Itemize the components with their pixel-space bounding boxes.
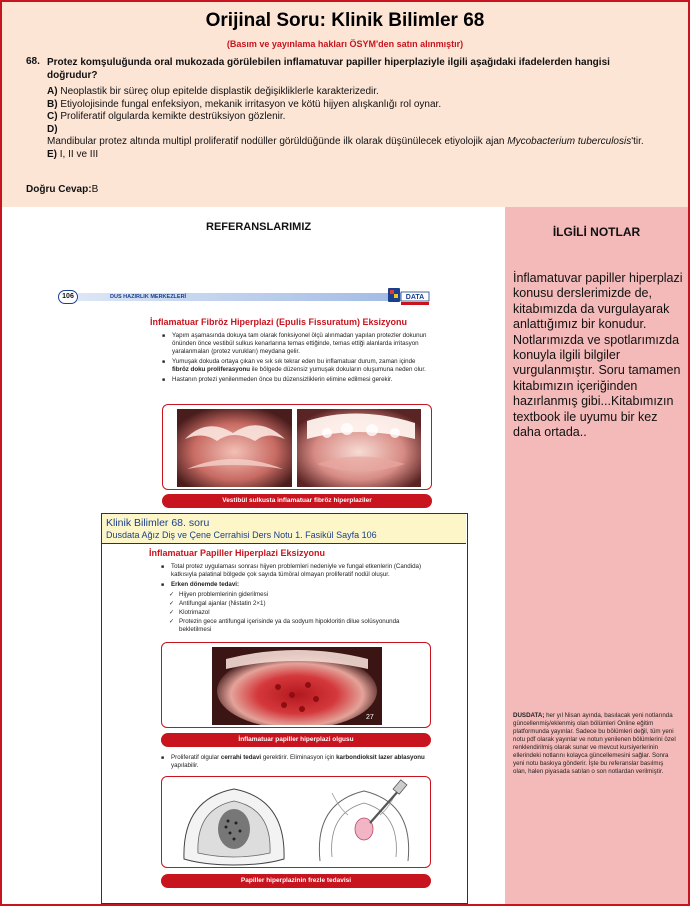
notes-footnote — [513, 712, 678, 776]
page-header-bar — [78, 293, 418, 301]
photo-frame-1 — [162, 404, 432, 490]
reference-header — [102, 514, 466, 544]
option-e-text: I, II ve III — [57, 148, 99, 160]
option-d-text: Mandibular protez altında multipl proliferatif nodüller görüldüğünde ilk olarak düşünülecek etiyolojik ajan — [47, 136, 508, 147]
option-d-suffix: 'tir. — [631, 136, 644, 147]
option-d-italic: Mycobacterium tuberculosis — [507, 136, 632, 147]
logo-text: DATA — [405, 294, 425, 302]
page-title: Orijinal Soru: Klinik Bilimler 68 — [205, 10, 485, 31]
bullet-list-2 — [161, 563, 433, 635]
page-header — [58, 290, 430, 304]
bullet-text: Yumuşak dokuda ortaya çıkan ve sık sık tekrar eden bu inflamatuar durum, zaman içinde — [172, 358, 416, 365]
bullet-bold: Erken dönemde tedavi: — [171, 581, 240, 588]
reference-header-source: Dusdata Ağız Diş ve Çene Cerrahisi Ders Notu 1. Fasikül Sayfa 106 — [106, 530, 377, 540]
reference-page-1 — [58, 286, 438, 518]
page-number: 106 — [58, 290, 78, 304]
option-b — [47, 99, 647, 112]
caption-freze: Papiller hiperplazinin frezle tedavisi — [161, 874, 431, 888]
vestibule-photo-icon — [167, 409, 429, 487]
copyright-note: (Basım ve yayınlama hakları ÖSYM'den satın alınmıştır) — [226, 39, 464, 49]
question-number: 68. — [26, 56, 40, 67]
bullet-text: Proliferatif olgular — [171, 754, 221, 761]
answer-label: Doğru Cevap: — [26, 184, 92, 195]
notes-body: İnflamatuvar papiller hiperplazi konusu derslerimizde de, kitabımızda da vurgulayarak anlattığımız bir konudur. Notlarımızda ve spotlarımızda konuyla ilgili bilgiler vurgulanmıştır. Soru tamamen kitabımızın içeriğinden hazırlanmış gibi...Kitabımızın textbook ile uyumu bir kez daha ortada.. — [513, 271, 683, 440]
answer-options — [47, 86, 647, 161]
bullet-item: ■ Yapım aşamasında dokuya tam olarak fonksiyonel ölçü alınmadan yapılan protezler dokunun önünden önce vestibül sulkus kenarlarına temas ettiğinde, temas ettiği alanlarda irritasyon yaralanmaları (protez vurukları) meydana gelir. — [162, 332, 434, 356]
footnote-text: her yıl Nisan ayında, basılacak yeni notlarında güncellenmiş/eklenmiş olan bölümleri Online eğitim platformunda yayınlar. Sadece bu bölümleri değil, tüm yeni notu pdf olarak yayınlar ve notun yenilenen bölümlerini özel renklendirilmiş olarak sunar ve mevcut kursiyerlerinin ellerindeki notlarını kolayca güncellemesini sağlar. Sonra yeni notu baskıya gönderir. İşte bu referanslar basılmış olan, halen piyasada satılan o son notlardan verilmiştir. — [513, 712, 676, 775]
option-c-letter: C) — [47, 111, 58, 122]
photo-frame-2 — [161, 642, 431, 728]
option-a — [47, 86, 647, 99]
related-notes-panel — [505, 207, 688, 904]
notes-title: İLGİLİ NOTLAR — [552, 225, 641, 239]
option-c — [47, 111, 647, 124]
bullet-item — [161, 581, 433, 589]
caption-fibroz: Vestibül sulkusta inflamatuar fibröz hiperplaziler — [162, 494, 432, 508]
option-a-letter: A) — [47, 86, 58, 97]
palate-photo-icon — [166, 647, 428, 725]
footnote-bold: DUSDATA; — [513, 712, 545, 719]
section-title-papiller: İnflamatuar Papiller Hiperplazi Eksizyonu — [149, 548, 326, 558]
question-text: Protez komşuluğunda oral mukozada görülebilen inflamatuvar papiller hiperplaziyle ilgili aşağıdaki ifadelerden hangisi doğrudur? — [47, 57, 610, 81]
photo-number: 27 — [366, 714, 374, 721]
reference-page-2 — [101, 513, 468, 904]
reference-header-title: Klinik Bilimler 68. soru — [106, 517, 210, 529]
option-b-text: Etiyolojisinde fungal enfeksiyon, mekanik irritasyon ve kötü hijyen alışkanlığı rol oynar. — [57, 98, 442, 110]
option-c-text: Proliferatif olgularda kemikte destrüksiyon gözlenir. — [57, 111, 286, 122]
bullet-bold: karbondioksit lazer ablasyonu — [336, 754, 425, 761]
question-section — [2, 2, 688, 207]
option-e — [47, 149, 647, 162]
bullet-text: gerektirir. Eliminasyon için — [261, 754, 337, 761]
option-a-text: Neoplastik bir süreç olup epitelde displastik değişikliklerle karakterizedir. — [57, 86, 379, 97]
option-d — [47, 136, 647, 149]
photo-frame-3 — [161, 776, 431, 868]
bullet-list-1 — [162, 332, 434, 386]
check-item: ✓ Protezin gece antifungal içerisinde ya da sodyum hipokloritin dilue solüsyonunda bekletilmesi — [161, 618, 433, 634]
caption-papiller: İnflamatuar papiller hiperplazi olgusu — [161, 733, 431, 747]
page-header-text: DUS HAZIRLIK MERKEZLERİ — [110, 294, 187, 300]
check-item: ✓ Klotrimazol — [161, 609, 433, 617]
answer-value: B — [91, 184, 99, 195]
option-d-letter-row — [47, 124, 647, 137]
bullet-item — [162, 358, 434, 374]
bullet-bold: cerrahi tedavi — [220, 754, 262, 761]
bullet-item — [161, 754, 433, 770]
references-title: REFERANSLARIMIZ — [206, 221, 312, 233]
bullet-list-3 — [161, 754, 433, 772]
laser-treatment-drawing-icon — [164, 779, 430, 867]
section-title-fibroz: İnflamatuar Fibröz Hiperplazi (Epulis Fissuratum) Eksizyonu — [150, 317, 408, 327]
correct-answer — [26, 184, 98, 195]
check-item: ✓ Hijyen problemlerinin giderilmesi — [161, 591, 433, 599]
option-e-letter: E) — [47, 148, 57, 160]
bullet-item: ■ Hastanın protezi yenilenmeden önce bu düzensizliklerin elimine edilmesi gerekir. — [162, 376, 434, 384]
bullet-bold: fibröz doku proliferasyonu — [172, 366, 251, 373]
dusdata-logo-icon — [388, 286, 430, 306]
option-d-letter: D) — [47, 123, 58, 135]
bullet-text: yapılabilir. — [171, 762, 199, 769]
bullet-text: ile bölgede düzensiz yumuşak dokuların oluşumuna neden olur. — [250, 366, 426, 373]
check-item: ✓ Antifungal ajanlar (Nistatin 2×1) — [161, 600, 433, 608]
option-b-letter: B) — [47, 98, 58, 110]
bullet-item: ■ Total protez uygulaması sonrası hijyen problemleri nedeniyle ve fungal etkenlerin (Candida) katkısıyla palatinal bölgede çok sayıda tümöral olmayan proliferatif nodül oluşur. — [161, 563, 433, 579]
